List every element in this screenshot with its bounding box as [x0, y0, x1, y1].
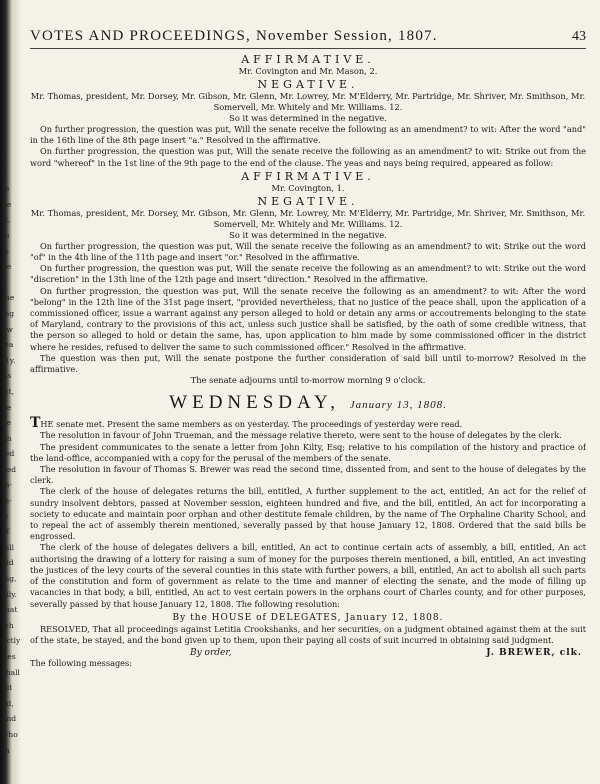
margin-fragment: ue [2, 199, 12, 209]
margin-fragment: m- [2, 496, 12, 506]
vote-result: So it was determined in the negative. [229, 229, 387, 240]
adjournment-line: The senate adjourns until to-morrow morning 9 o'clock. [190, 375, 426, 386]
date-heading [30, 392, 586, 414]
paragraph [30, 415, 586, 432]
paragraph-text: HE senate met. Present the same members as on yesterday. The proceedings of yesterday were read. [40, 419, 463, 430]
paragraph: On further progression, the question was put, Will the senate receive the following as an amendment? to wit: Strike out the word "discretion" in the 13th line of the 12th page and insert "direction." Resolved in the affirmative. [30, 263, 586, 285]
paragraph: The resolution in favour of Thomas S. Brewer was read the second time, dissented from, and sent to the house of delegates by the clerk. [30, 464, 586, 486]
negative-names: Mr. Thomas, president, Mr. Dorsey, Mr. Gibson, Mr. Glenn, Mr. Lowrey, Mr. M'Elderry, Mr. Partridge, Mr. Shriver, Mr. Smithson, Mr. Somervell, Mr. Whitely and Mr. Williams. 12. [30, 91, 586, 112]
margin-fragment: shall [2, 667, 20, 677]
margin-fragment: he [2, 402, 12, 412]
page-header [30, 28, 586, 49]
margin-fragment: ta- [2, 480, 13, 490]
paragraph: On further progression, the question was put, Will the senate receive the following as an amendment? to wit: After the word "and" in the 16th line of the 8th page insert "a." Resolved in the affirmative. [30, 124, 586, 146]
paragraph: On further progression, the question was put, Will the senate receive the following as an amendment? to wit: Strike out from the word "whereof" in the 1st line of the 9th page to the end of the clause. The yeas and nays being required, appeared as follow: [30, 146, 586, 168]
affirmative-names: Mr. Covington and Mr. Mason, 2. [238, 66, 378, 76]
paragraph: The question was then put, Will the senate postpone the further consideration of said bill until to-morrow? Resolved in the affirmative. [30, 352, 586, 375]
margin-fragment: and [2, 714, 17, 724]
margin-fragment: ile [2, 418, 12, 428]
margin-fragment: of [2, 527, 10, 537]
negative-heading: NEGATIVE. [257, 194, 359, 208]
margin-fragment: nit [2, 683, 13, 693]
resolution-text: RESOLVED, That all proceedings against Letitia Crookshanks, and her securities, on a judgment obtained against them at the suit of the state, be stayed, and the bond given up to them, upon their paying all costs of suit incurred in obtaining said judgment. [30, 623, 586, 645]
margin-fragment: that [2, 605, 18, 615]
document-page [30, 28, 586, 780]
margin-fragment: s [2, 153, 6, 162]
margin-fragment: bill [2, 542, 14, 552]
margin-fragment: ew [2, 324, 13, 334]
margin-fragment: ned [2, 464, 17, 474]
page-number: 43 [572, 29, 586, 44]
running-title: VOTES AND PROCEEDINGS, November Session, 1807. [30, 28, 438, 44]
paragraph: The president communicates to the senate a letter from John Kilty, Esq; relative to his compilation of the history and practice of the land-office, accompanied with a copy for the perusal of the members of the senate. [30, 441, 586, 463]
margin-fragment: tt, [2, 215, 11, 225]
margin-fragment: lea [2, 340, 14, 350]
margin-fragment: old [2, 558, 14, 568]
margin-fragment: As [2, 371, 12, 381]
affirmative-heading: AFFIRMATIVE. [241, 53, 375, 66]
margin-fragment: te [2, 184, 10, 194]
affirmative-heading: AFFIRMATIVE. [241, 169, 375, 183]
margin-fragment: ing, [2, 574, 17, 584]
margin-fragment: w [2, 511, 9, 521]
drop-cap: T [30, 415, 41, 432]
paragraph: The clerk of the house of delegates delivers a bill, entitled, An act to continue certain acts of assembly, a bill, entitled, An act authorising the drawing of a lottery for raising a sum of money for the purposes therein mentioned, a bill, entitled, An act investing the justices of the levy courts of the several counties in this state with further powers, a bill, entitled, An act to abolish all such parts of the constitution and form of government as relate to the time and manner of electing the senate, and the mode of filling up vacancies in that body, a bill, entitled, An act to vest certain powers in the orphans court of Charles county, and for other purposes, severally passed by that house January 12, 1808. The following resolution: [30, 542, 586, 609]
margin-fragment: th [2, 745, 10, 755]
paragraph: On further progression, the question was put, Will the senate receive the following as an amendment? to wit: Strike out the word "of" in the 4th line of the 11th page and insert "or." Resolved in the affirmative. [30, 240, 586, 263]
facing-page-margin [2, 150, 20, 758]
margin-fragment: ict, [2, 386, 14, 396]
margin-fragment: ted [2, 449, 15, 459]
margin-fragment: ing [2, 308, 15, 318]
margin-fragment: ties [2, 652, 16, 661]
margin-fragment: the [2, 293, 15, 303]
margin-fragment: ectly [2, 636, 20, 646]
margin-fragment: gh [2, 433, 12, 443]
margin-fragment: e [2, 168, 7, 178]
margin-fragment: h [2, 277, 7, 287]
by-order: By order, [190, 648, 232, 659]
negative-names: Mr. Thomas, president, Mr. Dorsey, Mr. Gibson, Mr. Glenn, Mr. Lowrey, Mr. M'Elderry, Mr. Partridge, Mr. Shriver, Mr. Smithson, Mr. Somervell, Mr. Whitely and Mr. Williams. 12. [30, 207, 586, 229]
vote-result: So it was determined in the negative. [229, 113, 387, 123]
weekday: WEDNESDAY, [169, 392, 341, 414]
following-messages: The following messages: [30, 658, 132, 669]
margin-fragment: ie [2, 246, 9, 256]
margin-fragment: he [2, 262, 12, 272]
margin-fragment: to [2, 230, 10, 240]
margin-fragment: ed, [2, 698, 14, 708]
date: January 13, 1808. [349, 399, 447, 412]
signature-line [30, 648, 586, 658]
margin-fragment: ieh [2, 620, 14, 630]
negative-heading: NEGATIVE. [257, 78, 359, 91]
clerk-signature: J. BREWER, clk. [486, 648, 582, 659]
paragraph: On further progression, the question was put, Will the senate receive the following as an amendment? to wit: After the word "belong" in the 12th line of the 31st page insert, "provided nevertheless, that no justice of the peace shall, upon the application of a commissioned officer, issue a warrant against any person alleged to hold or detain any arms or accoutrements belonging to the state of Maryland, contrary to the provisions of this act, unless such justice shall be satisfied, by the oath of some credible witness, that the person so alleged to hold or detain the same, has, upon application to him made by some commissioned officer in the district where he resides, refused to deliver the same to such commissioned officer." Resolved in the affirmative. [30, 285, 586, 352]
affirmative-names: Mr. Covington, 1. [271, 182, 345, 193]
paragraph: The resolution in favour of John Trueman, and the message relative thereto, were sent to the house of delegates by the clerk. [40, 430, 562, 441]
house-resolution-heading: By the HOUSE of DELEGATES, January 12, 1808. [172, 612, 444, 623]
margin-fragment: ally. [2, 589, 17, 599]
paragraph: The clerk of the house of delegates returns the bill, entitled, A further supplement to the act, entitled, An act for the relief of sundry insolvent debtors, passed at November session, eighteen hundred and five, and the bill, entitled, An act for incorporating a society to educate and maintain poor orphan and other destitute female children, by the name of The Orphaline Charity School, and to repeal the act of assembly therein mentioned, severally passed by that house January 12, 1808. Ordered that the said bills be engrossed. [30, 486, 586, 542]
margin-fragment: who [2, 729, 18, 739]
margin-fragment: (1y. [2, 355, 16, 365]
